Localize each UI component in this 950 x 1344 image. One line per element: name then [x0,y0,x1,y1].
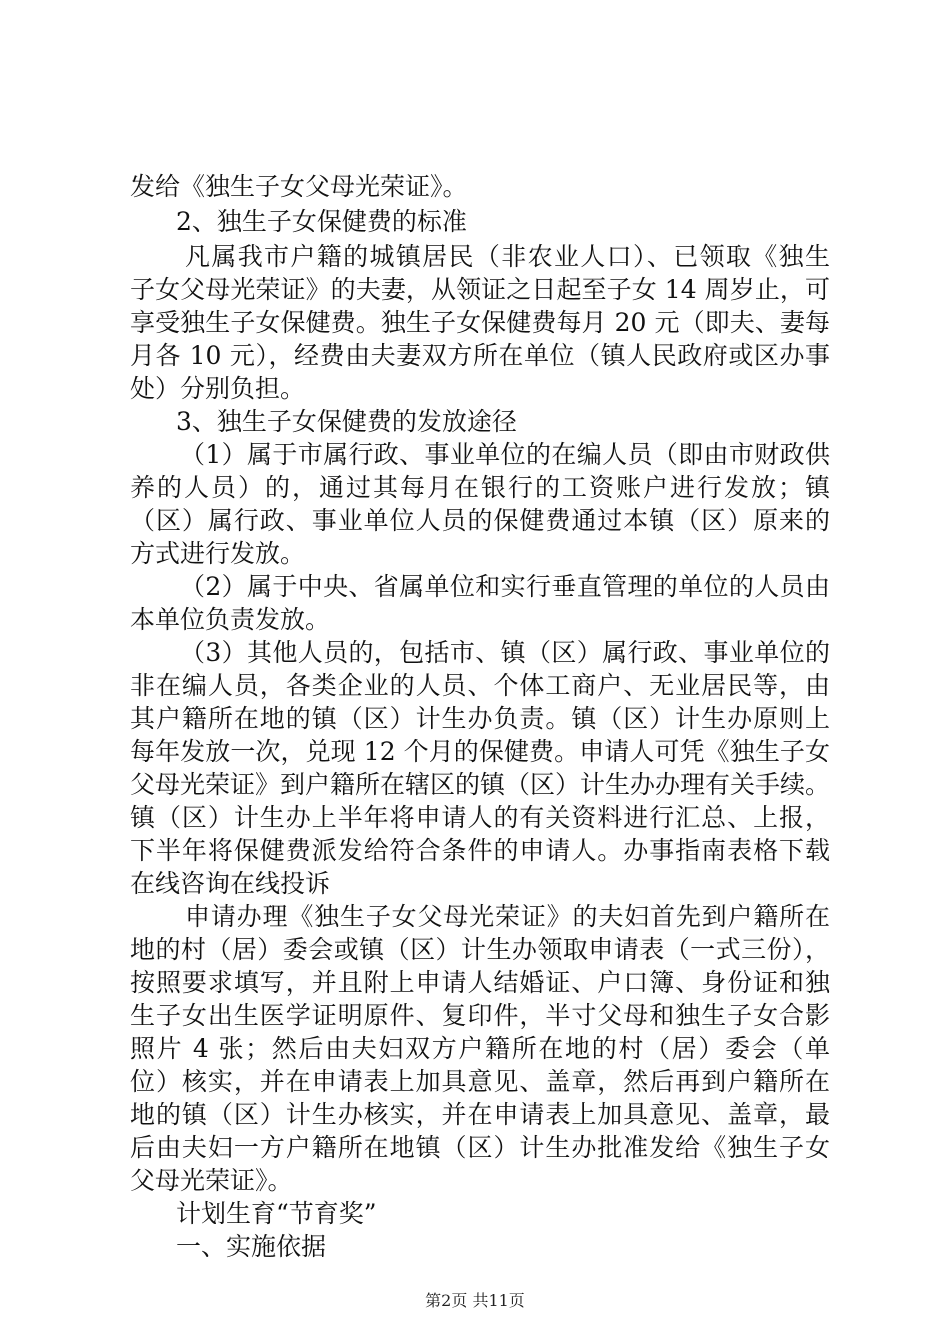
text-line: 申请办理《独生子女父母光荣证》的夫妇首先到户籍所在 [185,902,830,931]
text-line: 地的村（居）委会或镇（区）计生办领取申请表（一式三份）， [130,935,830,964]
text-line: 享受独生子女保健费。独生子女保健费每月 20 元（即夫、妻每 [130,308,830,337]
text-line: 发给《独生子女父母光荣证》。 [130,172,468,201]
text-line: 父母光荣证》到户籍所在辖区的镇（区）计生办办理有关手续。 [130,770,831,799]
text-line: 父母光荣证》。 [130,1166,293,1195]
text-line: 按照要求填写，并且附上申请人结婚证、户口簿、身份证和独 [130,968,830,997]
text-line: 非在编人员，各类企业的人员、个体工商户、无业居民等，由 [130,671,830,700]
text-line: 每年发放一次，兑现 12 个月的保健费。申请人可凭《独生子女 [130,737,830,766]
text-line: 镇（区）计生办上半年将申请人的有关资料进行汇总、上报， [130,803,830,832]
text-line: 方式进行发放。 [130,539,306,568]
text-line: 2、独生子女保健费的标准 [176,207,467,236]
text-line: （区）属行政、事业单位人员的保健费通过本镇（区）原来的 [130,506,830,535]
text-line: 3、独生子女保健费的发放途径 [176,407,517,436]
text-line: 生子女出生医学证明原件、复印件，半寸父母和独生子女合影 [130,1001,830,1030]
text-line: 处）分别负担。 [130,374,306,403]
text-line: 本单位负责发放。 [130,605,331,634]
page-footer: 第2页 共11页 [425,1291,525,1310]
text-line: 地的镇（区）计生办核实，并在申请表上加具意见、盖章，最 [130,1100,830,1129]
text-line: 一、实施依据 [176,1232,327,1261]
text-line: 养的人员）的，通过其每月在银行的工资账户进行发放；镇 [130,473,830,502]
text-line: 在线咨询在线投诉 [130,869,331,898]
text-line: 下半年将保健费派发给符合条件的申请人。办事指南表格下载 [130,836,830,865]
text-line: （3）其他人员的，包括市、镇（区）属行政、事业单位的 [180,638,830,667]
text-line: 子女父母光荣证》的夫妻，从领证之日起至子女 14 周岁止，可 [130,275,830,304]
text-line: 月各 10 元），经费由夫妻双方所在单位（镇人民政府或区办事 [130,341,830,370]
text-line: 其户籍所在地的镇（区）计生办负责。镇（区）计生办原则上 [130,704,830,733]
text-line: 凡属我市户籍的城镇居民（非农业人口）、已领取《独生 [185,242,830,271]
text-line: 计划生育“节育奖” [176,1199,377,1228]
text-line: 后由夫妇一方户籍所在地镇（区）计生办批准发给《独生子女 [130,1133,830,1162]
text-line: 照片 4 张；然后由夫妇双方户籍所在地的村（居）委会（单 [130,1034,830,1063]
text-line: 位）核实，并在申请表上加具意见、盖章，然后再到户籍所在 [130,1067,830,1096]
text-line: （2）属于中央、省属单位和实行垂直管理的单位的人员由 [180,572,830,601]
text-line: （1）属于市属行政、事业单位的在编人员（即由市财政供 [180,440,830,469]
